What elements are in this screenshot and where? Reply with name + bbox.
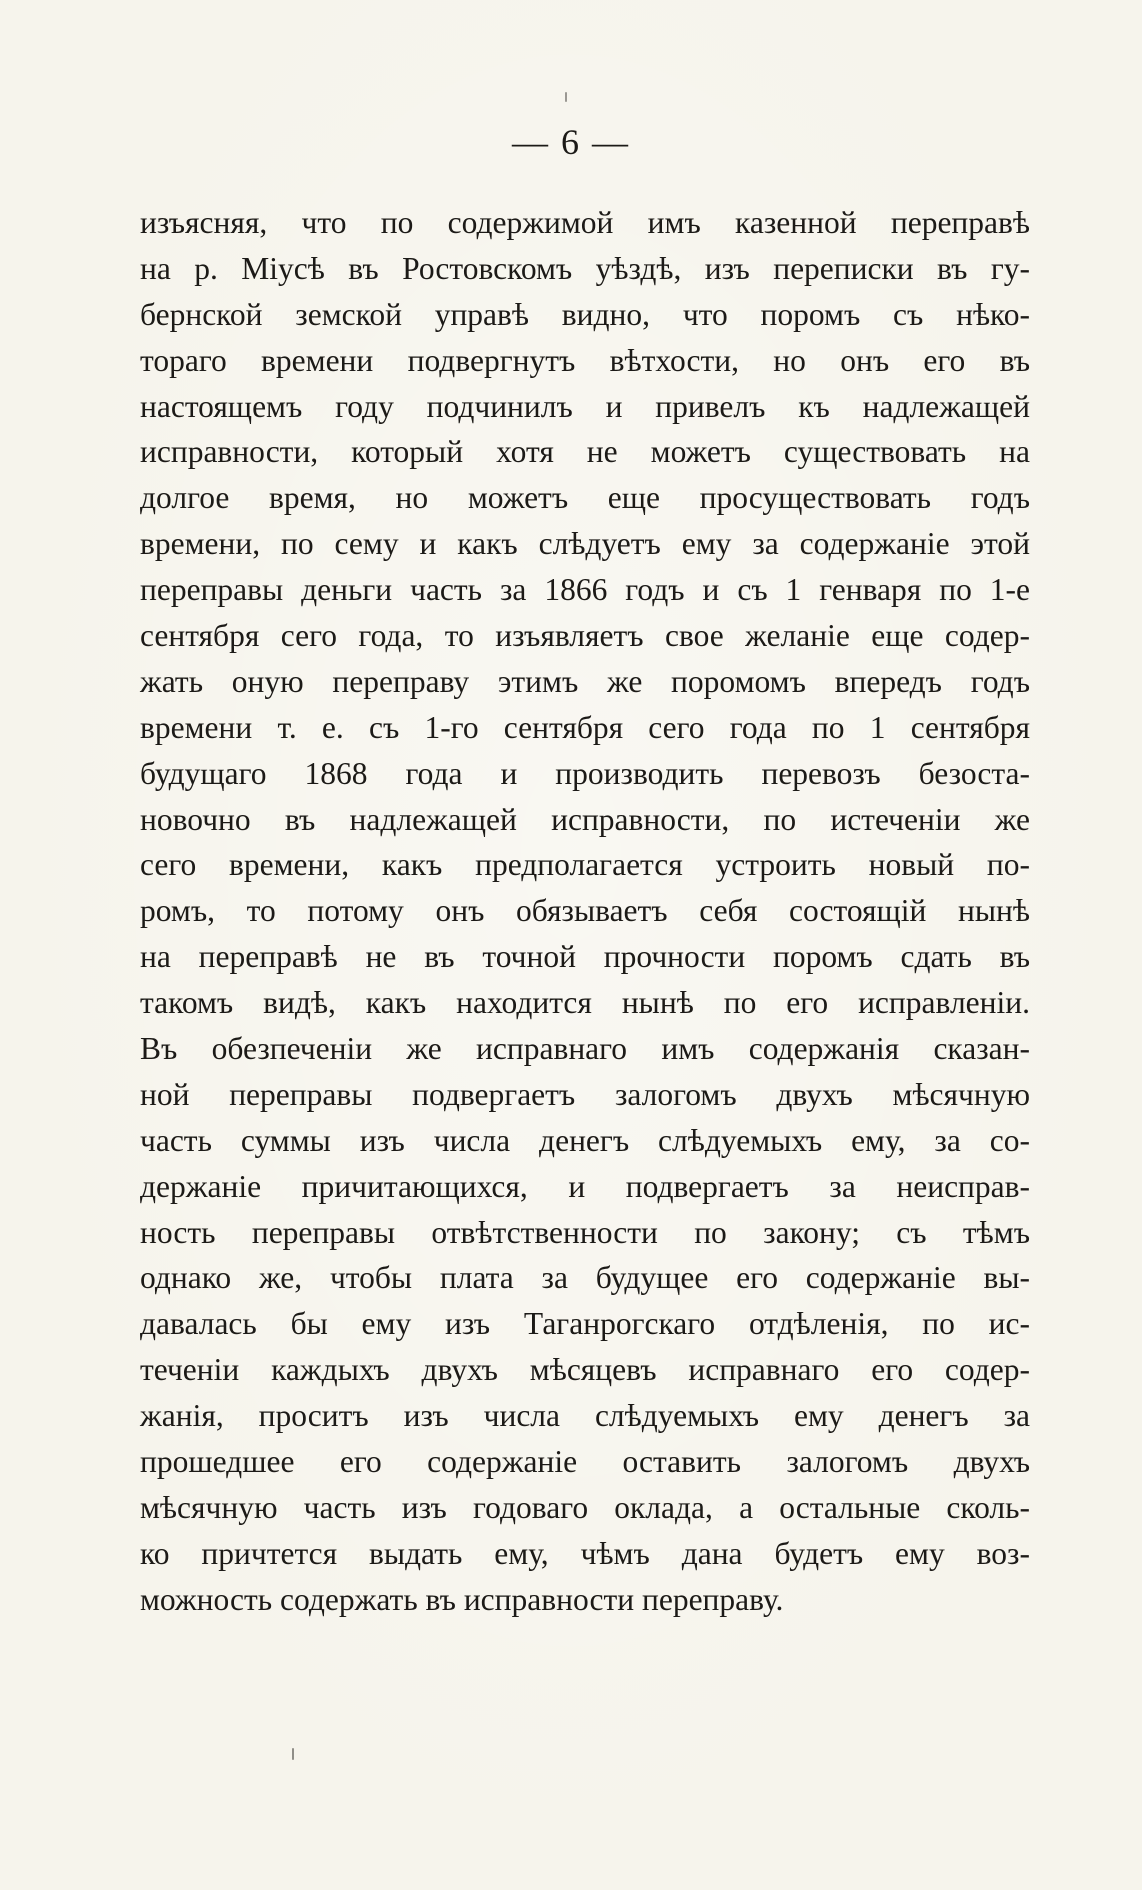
text-line: новочно въ надлежащей исправности, по истеченіи же — [140, 801, 1030, 837]
text-line: держаніе причитающихся, и подвергаетъ за неисправ- — [140, 1168, 1030, 1204]
text-line: тораго времени подвергнутъ вѣтхости, но онъ его въ — [140, 342, 1030, 378]
body-text — [140, 200, 1030, 1623]
text-line: на р. Міусѣ въ Ростовскомъ уѣздѣ, изъ переписки въ гу- — [140, 250, 1030, 286]
page-number: — 6 — — [512, 122, 630, 162]
text-line: жанія, проситъ изъ числа слѣдуемыхъ ему денегъ за — [140, 1398, 1030, 1434]
text-line: ность переправы отвѣтственности по закону; съ тѣмъ — [140, 1214, 1030, 1250]
text-line: часть суммы изъ числа денегъ слѣдуемыхъ ему, за со- — [140, 1122, 1030, 1158]
print-speck — [292, 1748, 294, 1760]
text-line: сентября сего года, то изъявляетъ свое желаніе еще содер- — [140, 618, 1030, 654]
text-line: настоящемъ году подчинилъ и привелъ къ надлежащей — [140, 388, 1030, 424]
text-line: времени, по сему и какъ слѣдуетъ ему за содержаніе этой — [140, 526, 1030, 562]
text-line: переправы деньги часть за 1866 годъ и съ 1 генваря по 1-е — [140, 572, 1030, 608]
text-line: теченіи каждыхъ двухъ мѣсяцевъ исправнаго его содер- — [140, 1352, 1030, 1388]
text-line: можность содержать въ исправности переправу. — [140, 1581, 784, 1617]
text-line: такомъ видѣ, какъ находится нынѣ по его исправленіи. — [140, 985, 1030, 1021]
text-line: ной переправы подвергаетъ залогомъ двухъ мѣсячную — [140, 1076, 1030, 1112]
text-line: времени т. е. съ 1-го сентября сего года по 1 сентября — [140, 709, 1030, 745]
text-line: ко причтется выдать ему, чѣмъ дана будетъ ему воз- — [140, 1535, 1030, 1571]
text-line: давалась бы ему изъ Таганрогскаго отдѣленія, по ис- — [140, 1306, 1030, 1342]
text-line: жать оную переправу этимъ же поромомъ впередъ годъ — [140, 663, 1030, 699]
text-line: однако же, чтобы плата за будущее его содержаніе вы- — [140, 1260, 1030, 1296]
text-line: Въ обезпеченіи же исправнаго имъ содержанія сказан- — [140, 1031, 1030, 1067]
text-line: изъясняя, что по содержимой имъ казенной переправѣ — [140, 205, 1030, 240]
text-line: бернской земской управѣ видно, что поромъ съ нѣко- — [140, 296, 1030, 332]
text-line: будущаго 1868 года и производить перевозъ безоста- — [140, 755, 1030, 791]
text-line: на переправѣ не въ точной прочности поромъ сдать въ — [140, 939, 1030, 975]
text-line: исправности, который хотя не можетъ существовать на — [140, 434, 1030, 470]
text-line: сего времени, какъ предполагается устроить новый по- — [140, 847, 1030, 883]
text-line: мѣсячную часть изъ годоваго оклада, а остальные сколь- — [140, 1489, 1030, 1525]
text-line: ромъ, то потому онъ обязываетъ себя состоящій нынѣ — [140, 893, 1030, 929]
text-line: долгое время, но можетъ еще просуществовать годъ — [140, 480, 1030, 516]
text-line: прошедшее его содержаніе оставить залогомъ двухъ — [140, 1444, 1030, 1480]
print-speck — [565, 92, 567, 102]
